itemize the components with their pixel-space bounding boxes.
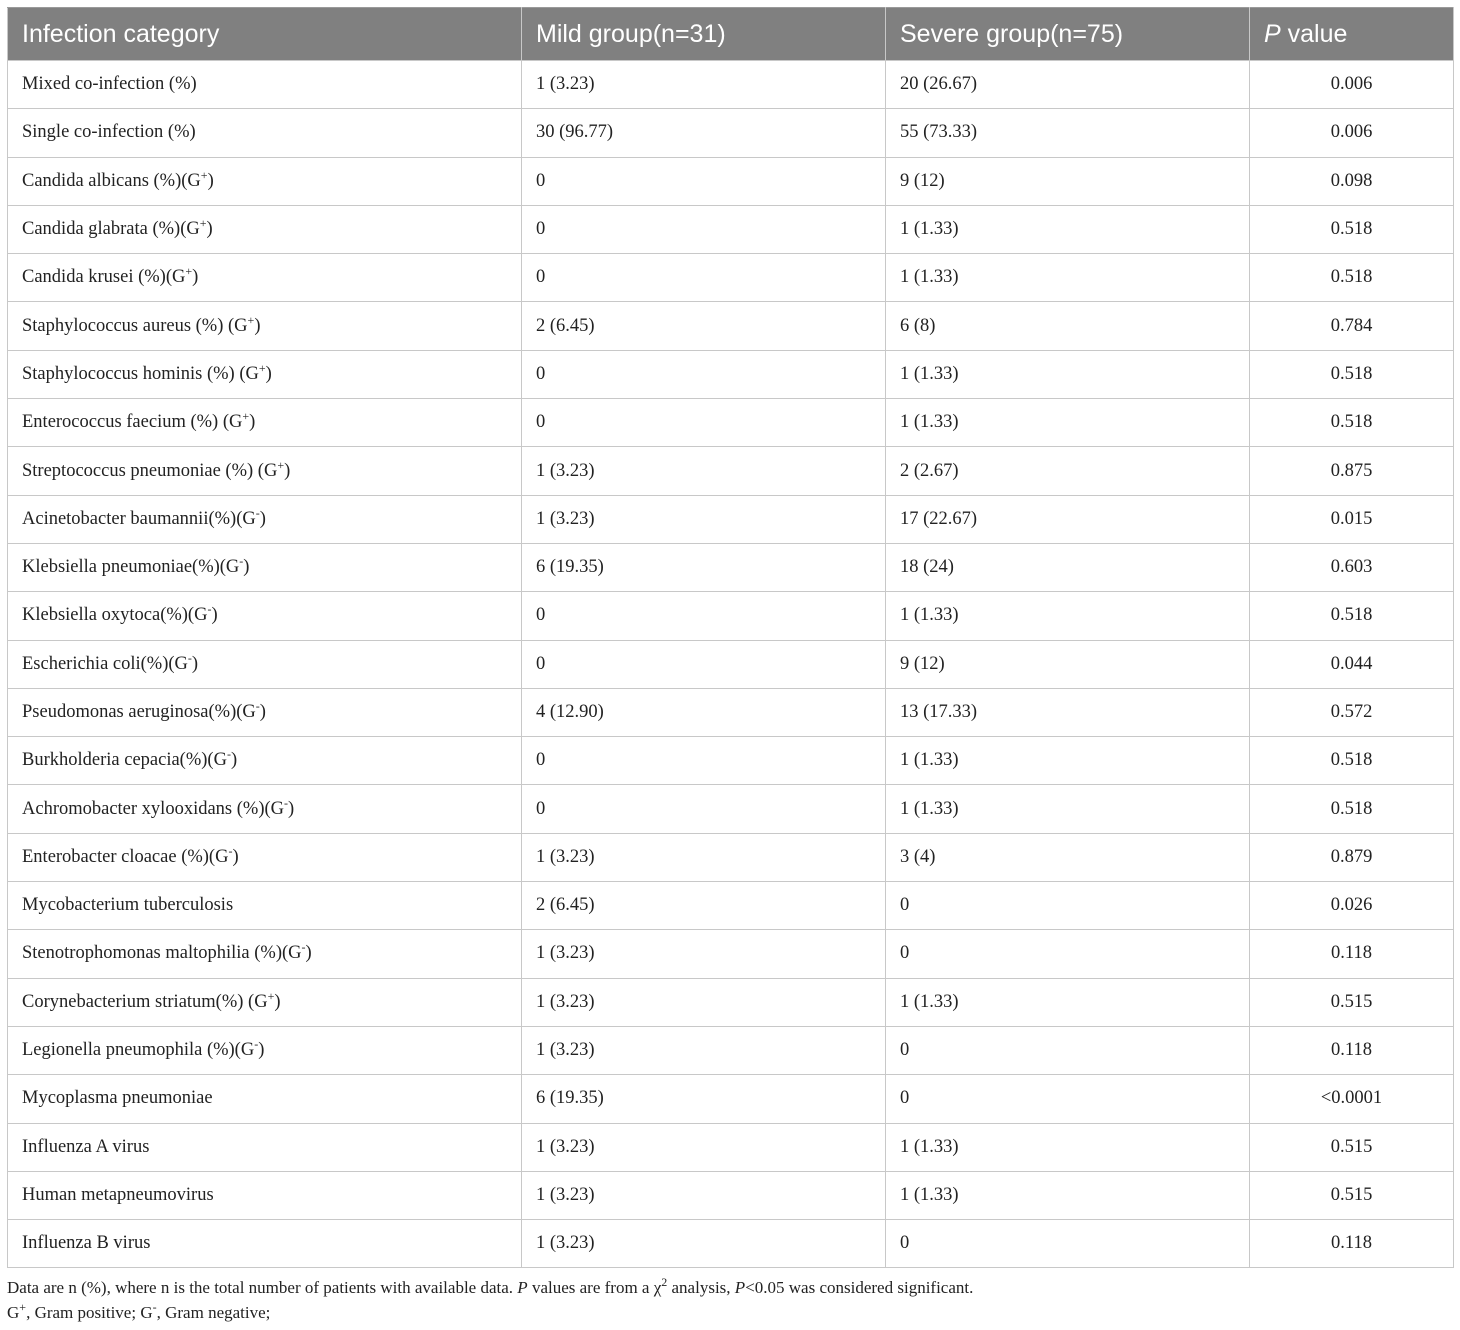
category-label: Single co-infection (%) xyxy=(22,122,196,143)
cell-mild: 0 xyxy=(522,785,886,833)
category-label: Staphylococcus hominis (%) (G xyxy=(22,363,259,384)
cell-mild: 1 (3.23) xyxy=(522,495,886,543)
table-row xyxy=(8,978,1454,1026)
cell-mild: 0 xyxy=(522,157,886,205)
cell-mild: 1 (3.23) xyxy=(522,61,886,109)
cell-p-value: 0.879 xyxy=(1250,833,1454,881)
cell-category: Staphylococcus hominis (%) (G+) xyxy=(8,350,522,398)
category-label: Stenotrophomonas maltophilia (%)(G xyxy=(22,943,302,964)
cell-p-value: 0.006 xyxy=(1250,109,1454,157)
gram-sup: - xyxy=(207,602,212,617)
category-label: Klebsiella oxytoca(%)(G xyxy=(22,605,208,626)
gram-sup: - xyxy=(254,1037,259,1052)
table-row xyxy=(8,1123,1454,1171)
footnote-text-a: Data are n (%), where n is the total number of patients with available data. xyxy=(7,1278,518,1297)
cell-mild: 1 (3.23) xyxy=(522,447,886,495)
table-row xyxy=(8,205,1454,253)
table-row xyxy=(8,930,1454,978)
cell-mild: 0 xyxy=(522,205,886,253)
table-row xyxy=(8,688,1454,736)
table-row xyxy=(8,1220,1454,1268)
cell-category: Pseudomonas aeruginosa(%)(G-) xyxy=(8,688,522,736)
cell-mild: 1 (3.23) xyxy=(522,1171,886,1219)
footnote-g: G xyxy=(7,1303,20,1322)
table-container xyxy=(7,7,1453,1268)
footnote-sup-plus: + xyxy=(19,1300,27,1314)
cell-category: Streptococcus pneumoniae (%) (G+) xyxy=(8,447,522,495)
p-symbol: P xyxy=(1264,19,1281,48)
table-row xyxy=(8,543,1454,591)
cell-mild: 0 xyxy=(522,350,886,398)
cell-category: Candida glabrata (%)(G+) xyxy=(8,205,522,253)
table-footnote xyxy=(7,1275,1453,1325)
category-label: Candida krusei (%)(G xyxy=(22,267,186,288)
cell-p-value: 0.518 xyxy=(1250,254,1454,302)
cell-severe: 1 (1.33) xyxy=(886,254,1250,302)
cell-mild: 0 xyxy=(522,399,886,447)
category-label: Human metapneumovirus xyxy=(22,1184,214,1205)
cell-mild: 30 (96.77) xyxy=(522,109,886,157)
cell-category: Acinetobacter baumannii(%)(G-) xyxy=(8,495,522,543)
cell-p-value: 0.518 xyxy=(1250,592,1454,640)
category-label: Achromobacter xylooxidans (%)(G xyxy=(22,798,284,819)
gram-sup: + xyxy=(185,264,193,279)
gram-sup: - xyxy=(228,843,233,858)
cell-severe: 0 xyxy=(886,1220,1250,1268)
cell-severe: 1 (1.33) xyxy=(886,205,1250,253)
cell-p-value: 0.118 xyxy=(1250,1026,1454,1074)
cell-p-value: 0.518 xyxy=(1250,205,1454,253)
cell-p-value: 0.044 xyxy=(1250,640,1454,688)
cell-severe: 0 xyxy=(886,1075,1250,1123)
cell-severe: 1 (1.33) xyxy=(886,592,1250,640)
cell-mild: 1 (3.23) xyxy=(522,833,886,881)
cell-p-value: 0.098 xyxy=(1250,157,1454,205)
cell-category xyxy=(8,1171,522,1219)
category-label: Staphylococcus aureus (%) (G xyxy=(22,315,248,336)
gram-sup: - xyxy=(255,505,260,520)
footnote-line-2 xyxy=(7,1300,1453,1325)
footnote-sup-minus: - xyxy=(152,1300,157,1314)
cell-category: Staphylococcus aureus (%) (G+) xyxy=(8,302,522,350)
cell-category: Legionella pneumophila (%)(G-) xyxy=(8,1026,522,1074)
table-row xyxy=(8,833,1454,881)
cell-category: Escherichia coli(%)(G-) xyxy=(8,640,522,688)
cell-mild: 0 xyxy=(522,592,886,640)
category-label: Candida albicans (%)(G xyxy=(22,170,201,191)
gram-sup: - xyxy=(301,940,306,955)
cell-severe: 0 xyxy=(886,930,1250,978)
table-row xyxy=(8,592,1454,640)
category-label: Acinetobacter baumannii(%)(G xyxy=(22,508,256,529)
cell-severe: 6 (8) xyxy=(886,302,1250,350)
table-row xyxy=(8,1075,1454,1123)
category-label: Klebsiella pneumoniae(%)(G xyxy=(22,557,240,578)
header-p-value: P value xyxy=(1250,8,1454,61)
category-label: Candida glabrata (%)(G xyxy=(22,219,200,240)
cell-p-value: <0.0001 xyxy=(1250,1075,1454,1123)
cell-p-value: 0.118 xyxy=(1250,930,1454,978)
table-body xyxy=(8,61,1454,1268)
cell-category xyxy=(8,109,522,157)
cell-mild: 1 (3.23) xyxy=(522,978,886,1026)
category-label: Pseudomonas aeruginosa(%)(G xyxy=(22,702,256,722)
cell-p-value: 0.006 xyxy=(1250,61,1454,109)
gram-sup: + xyxy=(247,312,255,327)
cell-category: Corynebacterium striatum(%) (G+) xyxy=(8,978,522,1026)
table-row xyxy=(8,640,1454,688)
category-label: Mycoplasma pneumoniae xyxy=(22,1088,213,1109)
gram-sup: - xyxy=(239,554,244,569)
header-severe-group: Severe group(n=75) xyxy=(886,8,1250,61)
table-row xyxy=(8,61,1454,109)
cell-p-value: 0.518 xyxy=(1250,399,1454,447)
cell-severe: 0 xyxy=(886,1026,1250,1074)
cell-category xyxy=(8,882,522,930)
cell-mild: 2 (6.45) xyxy=(522,302,886,350)
cell-severe: 13 (17.33) xyxy=(886,688,1250,736)
cell-severe: 0 xyxy=(886,882,1250,930)
category-label: Influenza A virus xyxy=(22,1136,150,1157)
cell-severe: 3 (4) xyxy=(886,833,1250,881)
category-label: Mixed co-infection (%) xyxy=(22,74,197,95)
cell-severe: 1 (1.33) xyxy=(886,737,1250,785)
gram-sup: - xyxy=(226,747,231,762)
table-row xyxy=(8,302,1454,350)
cell-severe: 1 (1.33) xyxy=(886,399,1250,447)
table-row xyxy=(8,157,1454,205)
cell-severe: 9 (12) xyxy=(886,640,1250,688)
cell-p-value: 0.518 xyxy=(1250,737,1454,785)
category-label: Enterobacter cloacae (%)(G xyxy=(22,846,229,867)
cell-mild: 2 (6.45) xyxy=(522,882,886,930)
footnote-p2: P xyxy=(734,1278,746,1297)
cell-mild: 1 (3.23) xyxy=(522,930,886,978)
gram-sup: - xyxy=(284,795,288,810)
table-row xyxy=(8,109,1454,157)
table-row xyxy=(8,495,1454,543)
footnote-text-c: analysis, xyxy=(667,1278,735,1297)
cell-category xyxy=(8,1075,522,1123)
cell-p-value: 0.118 xyxy=(1250,1220,1454,1268)
gram-sup: + xyxy=(200,167,208,182)
cell-severe: 55 (73.33) xyxy=(886,109,1250,157)
cell-p-value: 0.572 xyxy=(1250,688,1454,736)
gram-sup: - xyxy=(255,699,260,713)
footnote-text-f: , Gram negative; xyxy=(156,1303,271,1322)
cell-category: Achromobacter xylooxidans (%)(G-) xyxy=(8,785,522,833)
cell-p-value: 0.603 xyxy=(1250,543,1454,591)
cell-severe: 2 (2.67) xyxy=(886,447,1250,495)
table-row xyxy=(8,399,1454,447)
cell-severe: 9 (12) xyxy=(886,157,1250,205)
cell-p-value: 0.875 xyxy=(1250,447,1454,495)
table-row xyxy=(8,785,1454,833)
cell-severe: 1 (1.33) xyxy=(886,785,1250,833)
cell-category xyxy=(8,1220,522,1268)
cell-category: Candida albicans (%)(G+) xyxy=(8,157,522,205)
cell-severe: 1 (1.33) xyxy=(886,978,1250,1026)
cell-p-value: 0.515 xyxy=(1250,978,1454,1026)
footnote-text-d: <0.05 was considered significant. xyxy=(745,1278,974,1297)
table-row xyxy=(8,882,1454,930)
footnote-text-e: , Gram positive; G xyxy=(26,1303,153,1322)
cell-mild: 0 xyxy=(522,737,886,785)
footnote-text-b: values are from a χ xyxy=(527,1278,662,1297)
cell-severe: 18 (24) xyxy=(886,543,1250,591)
cell-mild: 1 (3.23) xyxy=(522,1026,886,1074)
cell-category: Stenotrophomonas maltophilia (%)(G-) xyxy=(8,930,522,978)
table-row xyxy=(8,447,1454,495)
gram-sup: + xyxy=(267,988,275,1003)
cell-mild: 6 (19.35) xyxy=(522,543,886,591)
table-row xyxy=(8,1171,1454,1219)
cell-p-value: 0.518 xyxy=(1250,785,1454,833)
cell-category: Candida krusei (%)(G+) xyxy=(8,254,522,302)
cell-p-value: 0.784 xyxy=(1250,302,1454,350)
footnote-p: P xyxy=(517,1278,528,1297)
gram-sup: + xyxy=(242,409,250,424)
cell-category: Klebsiella pneumoniae(%)(G-) xyxy=(8,543,522,591)
category-label: Burkholderia cepacia(%)(G xyxy=(22,750,227,771)
cell-mild: 1 (3.23) xyxy=(522,1123,886,1171)
header-mild-group: Mild group(n=31) xyxy=(522,8,886,61)
category-label: Legionella pneumophila (%)(G xyxy=(22,1040,255,1061)
cell-p-value: 0.015 xyxy=(1250,495,1454,543)
cell-category xyxy=(8,1123,522,1171)
cell-p-value: 0.515 xyxy=(1250,1123,1454,1171)
category-label: Corynebacterium striatum(%) (G xyxy=(22,991,268,1012)
cell-mild: 6 (19.35) xyxy=(522,1075,886,1123)
header-infection-category: Infection category xyxy=(8,8,522,61)
cell-category: Burkholderia cepacia(%)(G-) xyxy=(8,737,522,785)
gram-sup: + xyxy=(258,360,266,375)
cell-severe: 1 (1.33) xyxy=(886,1171,1250,1219)
category-label: Mycobacterium tuberculosis xyxy=(22,895,234,916)
cell-category xyxy=(8,61,522,109)
table-row xyxy=(8,737,1454,785)
cell-category: Klebsiella oxytoca(%)(G-) xyxy=(8,592,522,640)
footnote-chi-sup: 2 xyxy=(661,1275,668,1289)
category-label: Escherichia coli(%)(G xyxy=(22,653,188,674)
gram-sup: - xyxy=(187,650,192,665)
category-label: Influenza B virus xyxy=(22,1233,151,1254)
cell-category: Enterococcus faecium (%) (G+) xyxy=(8,399,522,447)
category-label: Streptococcus pneumoniae (%) (G xyxy=(22,460,278,481)
cell-mild: 0 xyxy=(522,254,886,302)
table-row xyxy=(8,1026,1454,1074)
cell-p-value: 0.515 xyxy=(1250,1171,1454,1219)
cell-severe: 20 (26.67) xyxy=(886,61,1250,109)
cell-severe: 1 (1.33) xyxy=(886,350,1250,398)
cell-mild: 4 (12.90) xyxy=(522,688,886,736)
gram-sup: + xyxy=(199,216,207,231)
table-row xyxy=(8,350,1454,398)
infection-table xyxy=(7,7,1454,1268)
header-row xyxy=(8,8,1454,61)
gram-sup: + xyxy=(277,457,285,472)
cell-p-value: 0.026 xyxy=(1250,882,1454,930)
cell-severe: 17 (22.67) xyxy=(886,495,1250,543)
category-label: Enterococcus faecium (%) (G xyxy=(22,412,243,433)
cell-p-value: 0.518 xyxy=(1250,350,1454,398)
cell-mild: 1 (3.23) xyxy=(522,1220,886,1268)
cell-severe: 1 (1.33) xyxy=(886,1123,1250,1171)
cell-mild: 0 xyxy=(522,640,886,688)
table-row xyxy=(8,254,1454,302)
footnote-line-1 xyxy=(7,1275,1453,1300)
cell-category: Enterobacter cloacae (%)(G-) xyxy=(8,833,522,881)
